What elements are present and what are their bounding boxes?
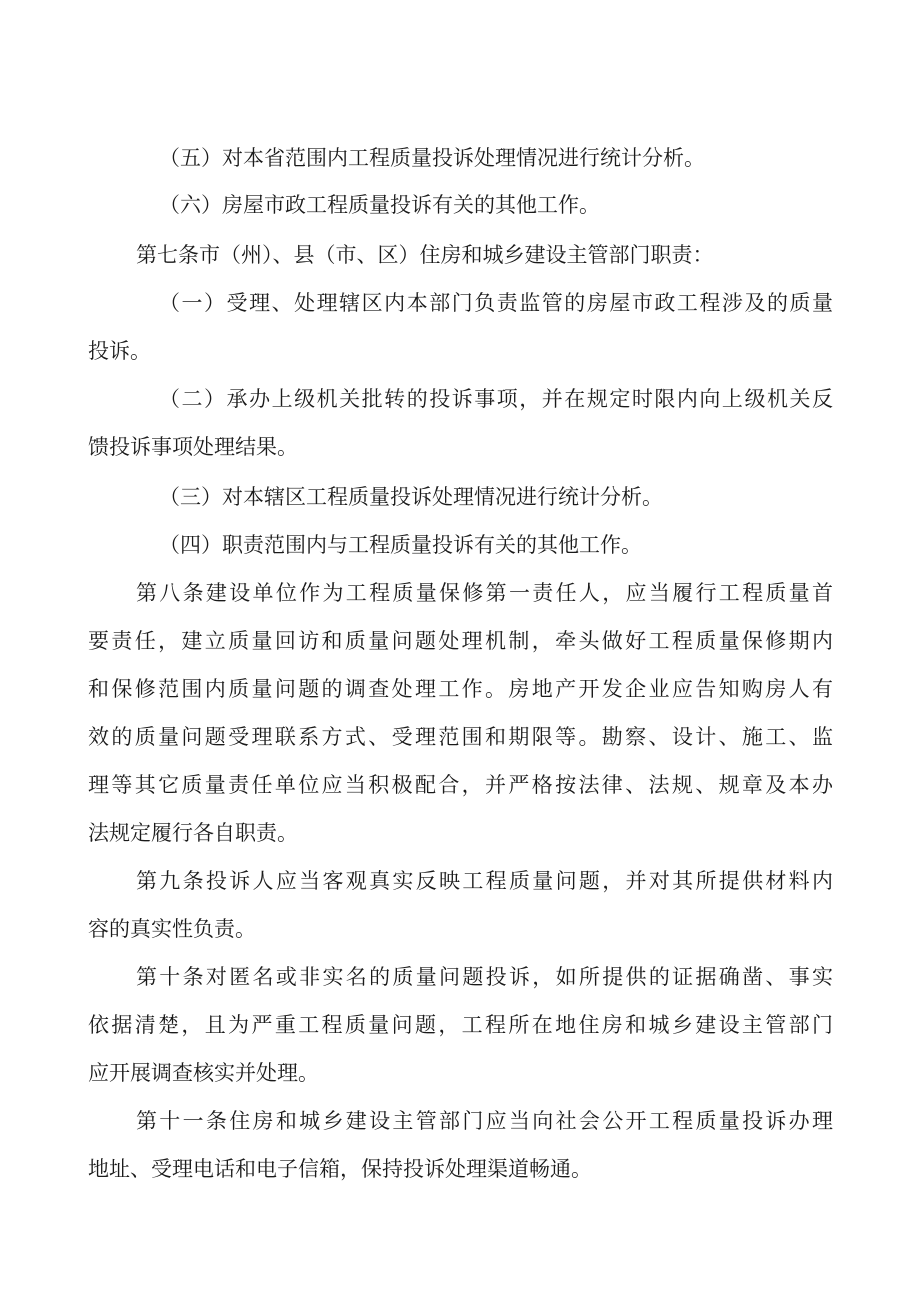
article-8-line: 第八条建设单位作为工程质量保修第一责任人，应当履行工程质量首 <box>136 581 833 605</box>
paragraph-line: （二）承办上级机关批转的投诉事项，并在规定时限内向上级机关反 <box>159 387 833 411</box>
paragraph-line: 投诉。 <box>88 339 151 363</box>
article-11-line: 第十一条住房和城乡建设主管部门应当向社会公开工程质量投诉办理 <box>136 1109 833 1133</box>
paragraph-line: （四）职责范围内与工程质量投诉有关的其他工作。 <box>159 533 642 557</box>
paragraph-line: （六）房屋市政工程质量投诉有关的其他工作。 <box>159 193 600 217</box>
paragraph-line: （三）对本辖区工程质量投诉处理情况进行统计分析。 <box>159 485 663 509</box>
article-10-line: 依据清楚，且为严重工程质量问题，工程所在地住房和城乡建设主管部门 <box>88 1013 833 1037</box>
article-8-line: 法规定履行各自职责。 <box>88 821 298 845</box>
article-10-line: 第十条对匿名或非实名的质量问题投诉，如所提供的证据确凿、事实 <box>136 965 833 989</box>
article-8-line: 要责任，建立质量回访和质量问题处理机制，牵头做好工程质量保修期内 <box>88 629 833 653</box>
article-9-line: 第九条投诉人应当客观真实反映工程质量问题，并对其所提供材料内 <box>136 869 833 893</box>
article-8-line: 和保修范围内质量问题的调查处理工作。房地产开发企业应告知购房人有 <box>88 677 833 701</box>
article-11-line: 地址、受理电话和电子信箱，保持投诉处理渠道畅通。 <box>88 1157 592 1181</box>
article-7-heading-line: 第七条市（州）、县（市、区）住房和城乡建设主管部门职责： <box>136 243 714 267</box>
article-8-line: 理等其它质量责任单位应当积极配合，并严格按法律、法规、规章及本办 <box>88 773 833 797</box>
article-8-line: 效的质量问题受理联系方式、受理范围和期限等。勘察、设计、施工、监 <box>88 725 833 749</box>
article-9-line: 容的真实性负责。 <box>88 917 256 941</box>
article-10-line: 应开展调查核实并处理。 <box>88 1061 319 1085</box>
paragraph-line: 馈投诉事项处理结果。 <box>88 435 298 459</box>
paragraph-line: （五）对本省范围内工程质量投诉处理情况进行统计分析。 <box>159 146 705 170</box>
paragraph-line: （一）受理、处理辖区内本部门负责监管的房屋市政工程涉及的质量 <box>159 291 833 315</box>
